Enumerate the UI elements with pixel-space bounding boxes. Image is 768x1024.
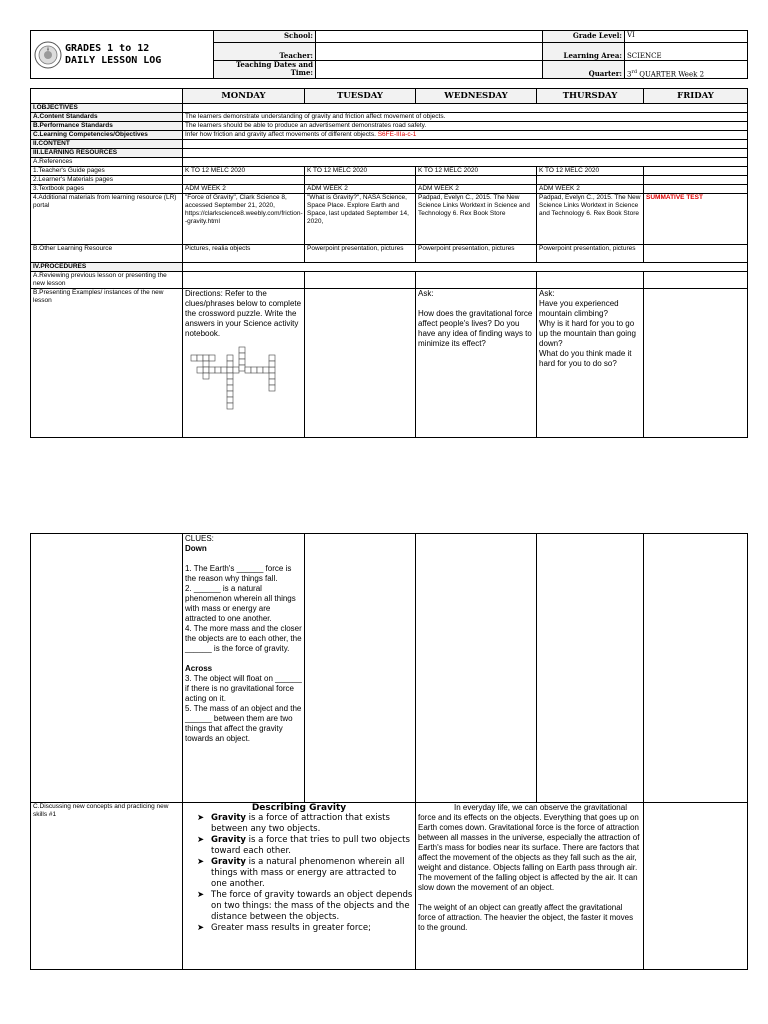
quarter-sup: rd <box>631 68 638 75</box>
arrow-bullet-icon: ➤ <box>197 923 205 933</box>
procedures-blank <box>183 263 748 272</box>
add-mon: "Force of Gravity", Clark Science 8, accessed September 21, 2020, https://clarkscience8.weebly.com/friction--gravity.html <box>183 194 305 245</box>
tg-wed: K TO 12 MELC 2020 <box>416 167 537 176</box>
objectives-heading: I.OBJECTIVES <box>31 104 183 113</box>
review-label: A.Reviewing previous lesson or presenting the new lesson <box>31 272 183 289</box>
clues-down-heading: Down <box>185 544 207 553</box>
discussing-content <box>183 803 416 970</box>
area-field[interactable]: SCIENCE <box>625 42 748 60</box>
grade-label: Grade Level: <box>543 31 625 43</box>
tg-row <box>31 167 748 176</box>
discussing-row <box>31 803 748 970</box>
other-label: B.Other Learning Resource <box>31 245 183 263</box>
present-label: B.Presenting Examples/ instances of the new lesson <box>31 289 183 438</box>
present-thu: Ask: Have you experienced mountain climbing? Why is it hard for you to go up the mountain than going down? What do you think made it hard for you to do so? <box>537 289 644 438</box>
header-title-cell <box>31 31 214 79</box>
present-mon-text: Directions: Refer to the clues/phrases below to complete the crossword puzzle. Write the answers in your Science activity notebook. <box>185 289 302 338</box>
review-fri <box>644 272 748 289</box>
tb-thu: ADM WEEK 2 <box>537 185 644 194</box>
add-fri: SUMMATIVE TEST <box>644 194 748 245</box>
tb-row <box>31 185 748 194</box>
school-label: School: <box>214 31 316 43</box>
clues-label <box>31 534 183 803</box>
lm-tue <box>305 176 416 185</box>
school-field[interactable] <box>316 31 543 43</box>
arrow-bullet-icon: ➤ <box>197 857 205 867</box>
clue-across-3: 3. The object will float on ______ if there is no gravitational force acting on it. <box>185 674 302 703</box>
references-label: A.References <box>31 158 183 167</box>
area-label: Learning Area: <box>543 42 625 60</box>
arrow-bullet-icon: ➤ <box>197 890 205 900</box>
quarter-label: Quarter: <box>543 60 625 78</box>
clue-down-4: 4. The more mass and the closer the objects are to each other, the ______ is the force of gravity. <box>185 624 302 653</box>
other-tue: Powerpoint presentation, pictures <box>305 245 416 263</box>
references-blank <box>183 158 748 167</box>
clue-down-1: 1. The Earth's ______ force is the reason why things fall. <box>185 564 292 583</box>
clues-thu <box>537 534 644 803</box>
review-wed <box>416 272 537 289</box>
corner-cell <box>31 89 183 104</box>
arrow-bullet-icon: ➤ <box>197 813 205 823</box>
present-tue <box>305 289 416 438</box>
tb-label: 3.Textbook pages <box>31 185 183 194</box>
competencies-code: S6FE-IIIa-c-1 <box>377 131 417 138</box>
discussing-title: Describing Gravity <box>251 803 347 813</box>
tb-tue: ADM WEEK 2 <box>305 185 416 194</box>
discussing-bullet-5 <box>197 923 413 934</box>
bullet-3-bold: Gravity <box>211 857 246 867</box>
tg-fri <box>644 167 748 176</box>
review-row <box>31 272 748 289</box>
tb-mon: ADM WEEK 2 <box>183 185 305 194</box>
clues-tue <box>305 534 416 803</box>
competencies-label: C.Learning Competencies/Objectives <box>31 131 183 140</box>
performance-label: B.Performance Standards <box>31 122 183 131</box>
lesson-log-table-continued <box>30 533 748 970</box>
day-wednesday: WEDNESDAY <box>416 89 537 104</box>
quarter-rest: QUARTER Week 2 <box>637 70 705 78</box>
day-monday: MONDAY <box>183 89 305 104</box>
deped-seal-icon <box>34 41 62 69</box>
competencies-sentence: Infer how friction and gravity affect movements of different objects. <box>185 131 376 138</box>
discussing-bullet-1 <box>197 813 413 835</box>
bullet-3-text: is a natural phenomenon wherein all things with mass or energy are attracted to one another. <box>211 857 405 889</box>
dates-label <box>214 60 316 78</box>
present-mon <box>183 289 305 438</box>
crossword-grid-icon <box>189 345 289 413</box>
content-standards-text: The learners demonstrate understanding of gravity and friction affect movement of objects. <box>183 113 748 122</box>
lm-label: 2.Learner's Materials pages <box>31 176 183 185</box>
quarter-num: 3 <box>627 70 632 78</box>
discussing-bullet-2 <box>197 835 413 857</box>
procedures-heading: IV.PROCEDURES <box>31 263 183 272</box>
review-mon <box>183 272 305 289</box>
dates-field[interactable] <box>316 60 543 78</box>
clues-row <box>31 534 748 803</box>
add-label: 4.Additional materials from learning resource (LR) portal <box>31 194 183 245</box>
discussing-bullet-3 <box>197 857 413 890</box>
other-fri <box>644 245 748 263</box>
resources-heading: III.LEARNING RESOURCES <box>31 149 183 158</box>
title-line-2: DAILY LESSON LOG <box>65 54 162 66</box>
add-wed: Padpad, Evelyn C., 2015. The New Science Links Worktext in Science and Technology 6. Rex Book Store <box>416 194 537 245</box>
review-tue <box>305 272 416 289</box>
teacher-label: Teacher: <box>214 42 316 60</box>
present-fri <box>644 289 748 438</box>
discussing-label: C.Discussing new concepts and practicing new skills #1 <box>31 803 183 970</box>
other-mon: Pictures, realia objects <box>183 245 305 263</box>
review-thu <box>537 272 644 289</box>
tb-fri <box>644 185 748 194</box>
bullet-2-bold: Gravity <box>211 835 246 845</box>
clues-wed <box>416 534 537 803</box>
quarter-field[interactable] <box>625 60 748 78</box>
lm-row <box>31 176 748 185</box>
days-header-row <box>31 89 748 104</box>
lm-wed <box>416 176 537 185</box>
lm-thu <box>537 176 644 185</box>
add-thu: Padpad, Evelyn C., 2015. The New Science Links Worktext in Science and Technology 6. Rex Book Store <box>537 194 644 245</box>
day-tuesday: TUESDAY <box>305 89 416 104</box>
present-wed: Ask: How does the gravitational force affect people's lives? Do you have any idea of finding ways to minimize its effect? <box>416 289 537 438</box>
discussing-bullet-4 <box>197 890 413 923</box>
clues-fri <box>644 534 748 803</box>
title-line-1: GRADES 1 to 12 <box>65 42 150 54</box>
other-wed: Powerpoint presentation, pictures <box>416 245 537 263</box>
content-blank <box>183 140 748 149</box>
resources-blank <box>183 149 748 158</box>
tg-label: 1.Teacher's Guide pages <box>31 167 183 176</box>
tb-wed: ADM WEEK 2 <box>416 185 537 194</box>
discussing-wed <box>416 803 644 970</box>
other-row <box>31 245 748 263</box>
clues-cell <box>183 534 305 803</box>
tg-tue: K TO 12 MELC 2020 <box>305 167 416 176</box>
bullet-5-text: Greater mass results in greater force; <box>211 923 371 933</box>
add-row <box>31 194 748 245</box>
grade-field[interactable]: VI <box>625 31 748 43</box>
bullet-1-bold: Gravity <box>211 813 246 823</box>
dates-label-line-1: Teaching Dates and <box>235 60 313 69</box>
discussing-wed-p2: The weight of an object can greatly affect the gravitational force of attraction. The heavier the object, the faster it moves to the ground. <box>418 903 634 932</box>
lm-mon <box>183 176 305 185</box>
discussing-wed-p1: In everyday life, we can observe the gravitational force and its effects on the objects. Everything that goes up on Earth comes down. Gravitational force is the force of attraction between all masses in the universe, especially the attraction of Earth's mass for bodies near its surface. There are factors that affect the movement of the objects as they fall such as the air, weight and distance. Objects falling on Earth pass through air. The movement of the falling object is affected by the air. It can slow down the movement of an object. <box>418 803 640 892</box>
tg-thu: K TO 12 MELC 2020 <box>537 167 644 176</box>
other-thu: Powerpoint presentation, pictures <box>537 245 644 263</box>
arrow-bullet-icon: ➤ <box>197 835 205 845</box>
tg-mon: K TO 12 MELC 2020 <box>183 167 305 176</box>
dates-label-line-2: Time: <box>290 67 313 77</box>
day-friday: FRIDAY <box>644 89 748 104</box>
add-tue: "What is Gravity?", NASA Science, Space Place. Explore Earth and Space, last updated September 14, 2020, <box>305 194 416 245</box>
teacher-field[interactable] <box>316 42 543 60</box>
bullet-1-text: is a force of attraction that exists between any two objects. <box>211 813 390 834</box>
bullet-2-text: is a force that tries to pull two objects toward each other. <box>211 835 410 856</box>
clues-across-heading: Across <box>185 664 213 673</box>
lesson-log-table <box>30 88 748 438</box>
content-heading: II.CONTENT <box>31 140 183 149</box>
content-standards-label: A.Content Standards <box>31 113 183 122</box>
day-thursday: THURSDAY <box>537 89 644 104</box>
objectives-blank <box>183 104 748 113</box>
bullet-4-text: The force of gravity towards an object depends on two things: the mass of the objects and the distance between the objects. <box>211 890 413 922</box>
clue-down-2: 2. ______ is a natural phenomenon wherein all things with mass or energy are attracted to one another. <box>185 584 296 623</box>
discussing-fri <box>644 803 748 970</box>
performance-text: The learners should be able to produce an advertisement demonstrates road safety. <box>183 122 748 131</box>
clues-heading: CLUES: <box>185 534 214 543</box>
clue-across-5: 5. The mass of an object and the ______ between them are two things that affect the gravity towards an object. <box>185 704 302 743</box>
competencies-text <box>183 131 748 140</box>
lm-fri <box>644 176 748 185</box>
present-row <box>31 289 748 438</box>
header-table <box>30 30 748 79</box>
